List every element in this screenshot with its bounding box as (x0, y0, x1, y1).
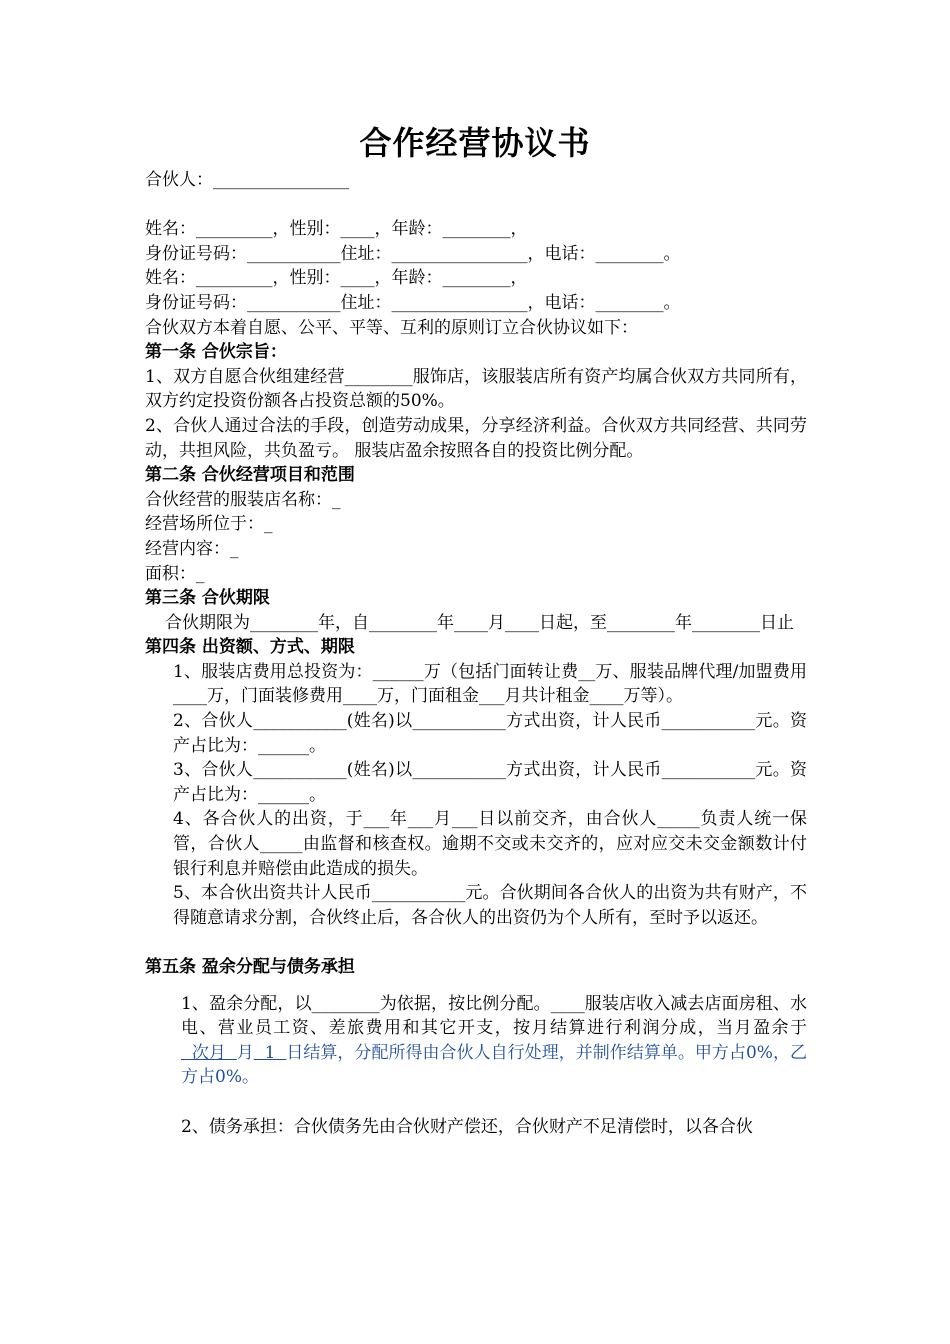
article4-para2: 2、合伙人___________(姓名)以___________方式出资，计人民币___________元。资产占比为：______。 (173, 711, 807, 756)
article4-para1: 1、服装店费用总投资为：______万（包括门面转让费__万、服装品牌代理/加盟费用____万，门面装修费用____万，门面租金___月共计租金____万等）。 (173, 661, 807, 707)
partner2-line2: 身份证号码：___________住址：________________，电话：________。 (145, 292, 681, 313)
article3-para: 合伙期限为________年，自________年____月____日起，至________年________日止 (165, 612, 794, 633)
document-title: 合作经营协议书 (359, 124, 591, 162)
settlement-month: 次月 (181, 1042, 237, 1063)
article2-store-name: 合伙经营的服装店名称：_ (145, 489, 341, 510)
article5-para2: 2、债务承担：合伙债务先由合伙财产偿还，合伙财产不足清偿时，以各合伙 (181, 1116, 753, 1137)
intro-text: 合伙双方本着自愿、公平、平等、互利的原则订立合伙协议如下： (145, 317, 638, 338)
article4-para4: 4、各合伙人的出资，于___年___月___日以前交齐，由合伙人_____负责人统一保管，合伙人_____由监督和核查权。逾期不交或未交齐的，应对应交未交金额数计付银行利息并赔偿由此造成的损失。 (173, 809, 807, 879)
partner2-line1: 姓名：_________，性别：____，年龄：________， (145, 268, 528, 289)
article5-para1-text-a: 1、盈余分配，以________为依据，按比例分配。____服装店收入减去店面房租、水电、营业员工资、差旅费用和其它开支，按月结算进行利润分成，当月盈余于 (181, 993, 807, 1039)
article5-para1-text-c: 日结算，分配所得由合伙人自行处理，并制作结算单。甲方占0%，乙方占0%。 (181, 1042, 807, 1088)
article2-business-content: 经营内容：_ (145, 538, 239, 559)
article2-heading: 第二条 合伙经营项目和范围 (145, 465, 355, 486)
partner1-line2: 身份证号码：___________住址：________________，电话：________。 (145, 243, 681, 264)
settlement-day: 1 (253, 1042, 287, 1063)
article3-heading: 第三条 合伙期限 (145, 588, 270, 609)
article4-heading: 第四条 出资额、方式、期限 (145, 637, 355, 658)
article1-para1: 1、双方自愿合伙组建经营________服饰店，该服装店所有资产均属合伙双方共同所有，双方约定投资份额各占投资总额的50%。 (145, 366, 807, 412)
article1-para2: 2、合伙人通过合法的手段，创造劳动成果，分享经济利益。合伙双方共同经营、共同劳动，共担风险，共负盈亏。 服装店盈余按照各自的投资比例分配。 (145, 415, 807, 461)
document-body (145, 168, 807, 1139)
article2-location: 经营场所位于：_ (145, 514, 273, 535)
article4-para5: 5、本合伙出资共计人民币___________元。合伙期间各合伙人的出资为共有财产，不得随意请求分割，合伙终止后，各合伙人的出资仍为个人所有，至时予以返还。 (173, 883, 807, 928)
article4-para3: 3、合伙人___________(姓名)以___________方式出资，计人民币___________元。资产占比为：______。 (173, 760, 807, 805)
partner1-line1: 姓名：_________，性别：____，年龄：________， (145, 219, 528, 240)
article5-month-label: 月 (236, 1042, 254, 1063)
partners-label: 合伙人：________________ (145, 170, 349, 190)
article5-para1 (145, 992, 807, 1090)
article5-heading: 第五条 盈余分配与债务承担 (145, 957, 355, 977)
article1-heading: 第一条 合伙宗旨： (145, 342, 287, 363)
article2-area: 面积：_ (145, 563, 205, 584)
